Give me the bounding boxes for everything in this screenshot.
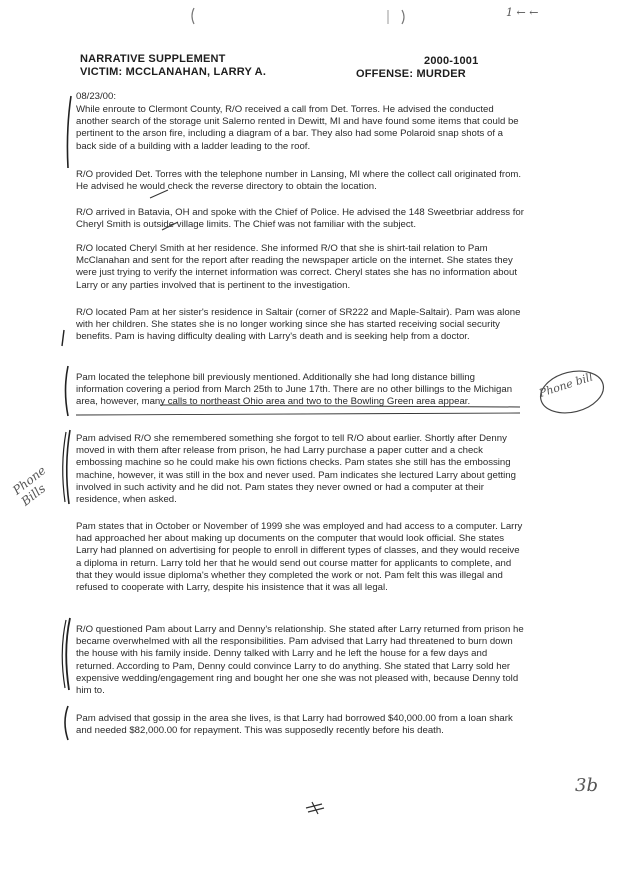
paragraph-10: Pam advised that gossip in the area she lives, is that Larry had borrowed $40,000.00 from a loan shark and needed $82,000.00 for repayment. This was supposedly recently before his death. (76, 713, 513, 737)
paragraph-6: Pam located the telephone bill previously mentioned. Additionally she had long distance billing information covering a period from March 25th to June 17th. There are no other billings to the Michigan area, however, many calls to northeast Ohio area and two to the Bowling Green area appear. (76, 372, 513, 408)
document-title: NARRATIVE SUPPLEMENT (80, 53, 226, 65)
entry-date: 08/23/00: (76, 91, 117, 102)
margin-note-phone-bills: Phone Bills (10, 463, 49, 509)
paragraph-7: Pam advised R/O she remembered something she forgot to tell R/O about earlier. Shortly after Denny moved in with them after release from prison, he had Larry purchase a paper cutter and a check embossing machine so he could make his own fictions checks. Pam states she still has the embossing machine, however, it was still in the box and never used. Pam indicates she lectured Larry about getting involved in such activity and he did not. Pam states they never owned or had a computer at their residence, when asked. (76, 433, 516, 506)
paragraph-5: R/O located Pam at her sister's residence in Saltair (corner of SR222 and Maple-Saltair). Pam was alone with her children. She states she is no longer working since she has started receiving social security benefits. Pam is having difficulty dealing with Larry's death and is seeking help from a doctor. (76, 307, 521, 343)
case-number: 2000-1001 (424, 55, 479, 67)
victim-line: VICTIM: MCCLANAHAN, LARRY A. (80, 66, 267, 78)
paragraph-4: R/O located Cheryl Smith at her residence. She informed R/O that she is shirt-tail relation to Pam McClanahan and sent for the report after reading the newspaper article on the internet. She states they were just trying to verify the internet information was correct. Cheryl states she has no information about Larry or any parties involved that is pertinent to the investigation. (76, 243, 517, 291)
page-mark: 3b (575, 775, 598, 796)
paragraph-3: R/O arrived in Batavia, OH and spoke with the Chief of Police. He advised the 148 Sweetbriar address for Cheryl Smith is outside village limits. The Chief was not familiar with the subject. (76, 207, 524, 231)
top-margin-mark: 1 ← ← (506, 6, 539, 19)
paragraph-8: Pam states that in October or November of 1999 she was employed and had access to a computer. Larry had approached her about making up documents on the computer that would look official. She states Larry had planned on advertising for people to enroll in different types of classes, and they would receive a diploma in return. Larry told her that he would send out course matter for applicants to complete, and that they would issue diploma's whether they completed the work or not. Pam felt this was illegal and refused to cooperate with Larry, despite his insistence that it was all legal. (76, 521, 523, 594)
paragraph-1: While enroute to Clermont County, R/O received a call from Det. Torres. He advised the conducted another search of the storage unit Salerno rented in Dewitt, MI and have found some items that could be pertinent to the arson fire, including a diagram of a bar. They also had some Polaroid snap shots of a back side of a building with a ladder leading to the roof. (76, 104, 519, 152)
paragraph-9: R/O questioned Pam about Larry and Denny's relationship. She stated after Larry returned from prison he became overwhelmed with all the responsibilities. Pam advised that Larry had threatened to burn down the house with his family inside. Denny talked with Larry and he left the house for a few days and returned. According to Pam, Denny could convince Larry to do anything. She stated that Larry sold her expensive wedding/engagement ring and bought her one she was not pleased with, because Denny told him to. (76, 624, 524, 697)
paragraph-2: R/O provided Det. Torres with the telephone number in Lansing, MI where the collect call originated from. He advised he would check the reverse directory to obtain the location. (76, 169, 522, 193)
offense-line: OFFENSE: MURDER (356, 68, 466, 80)
margin-note-phone-bill: Phone bill (537, 370, 595, 400)
